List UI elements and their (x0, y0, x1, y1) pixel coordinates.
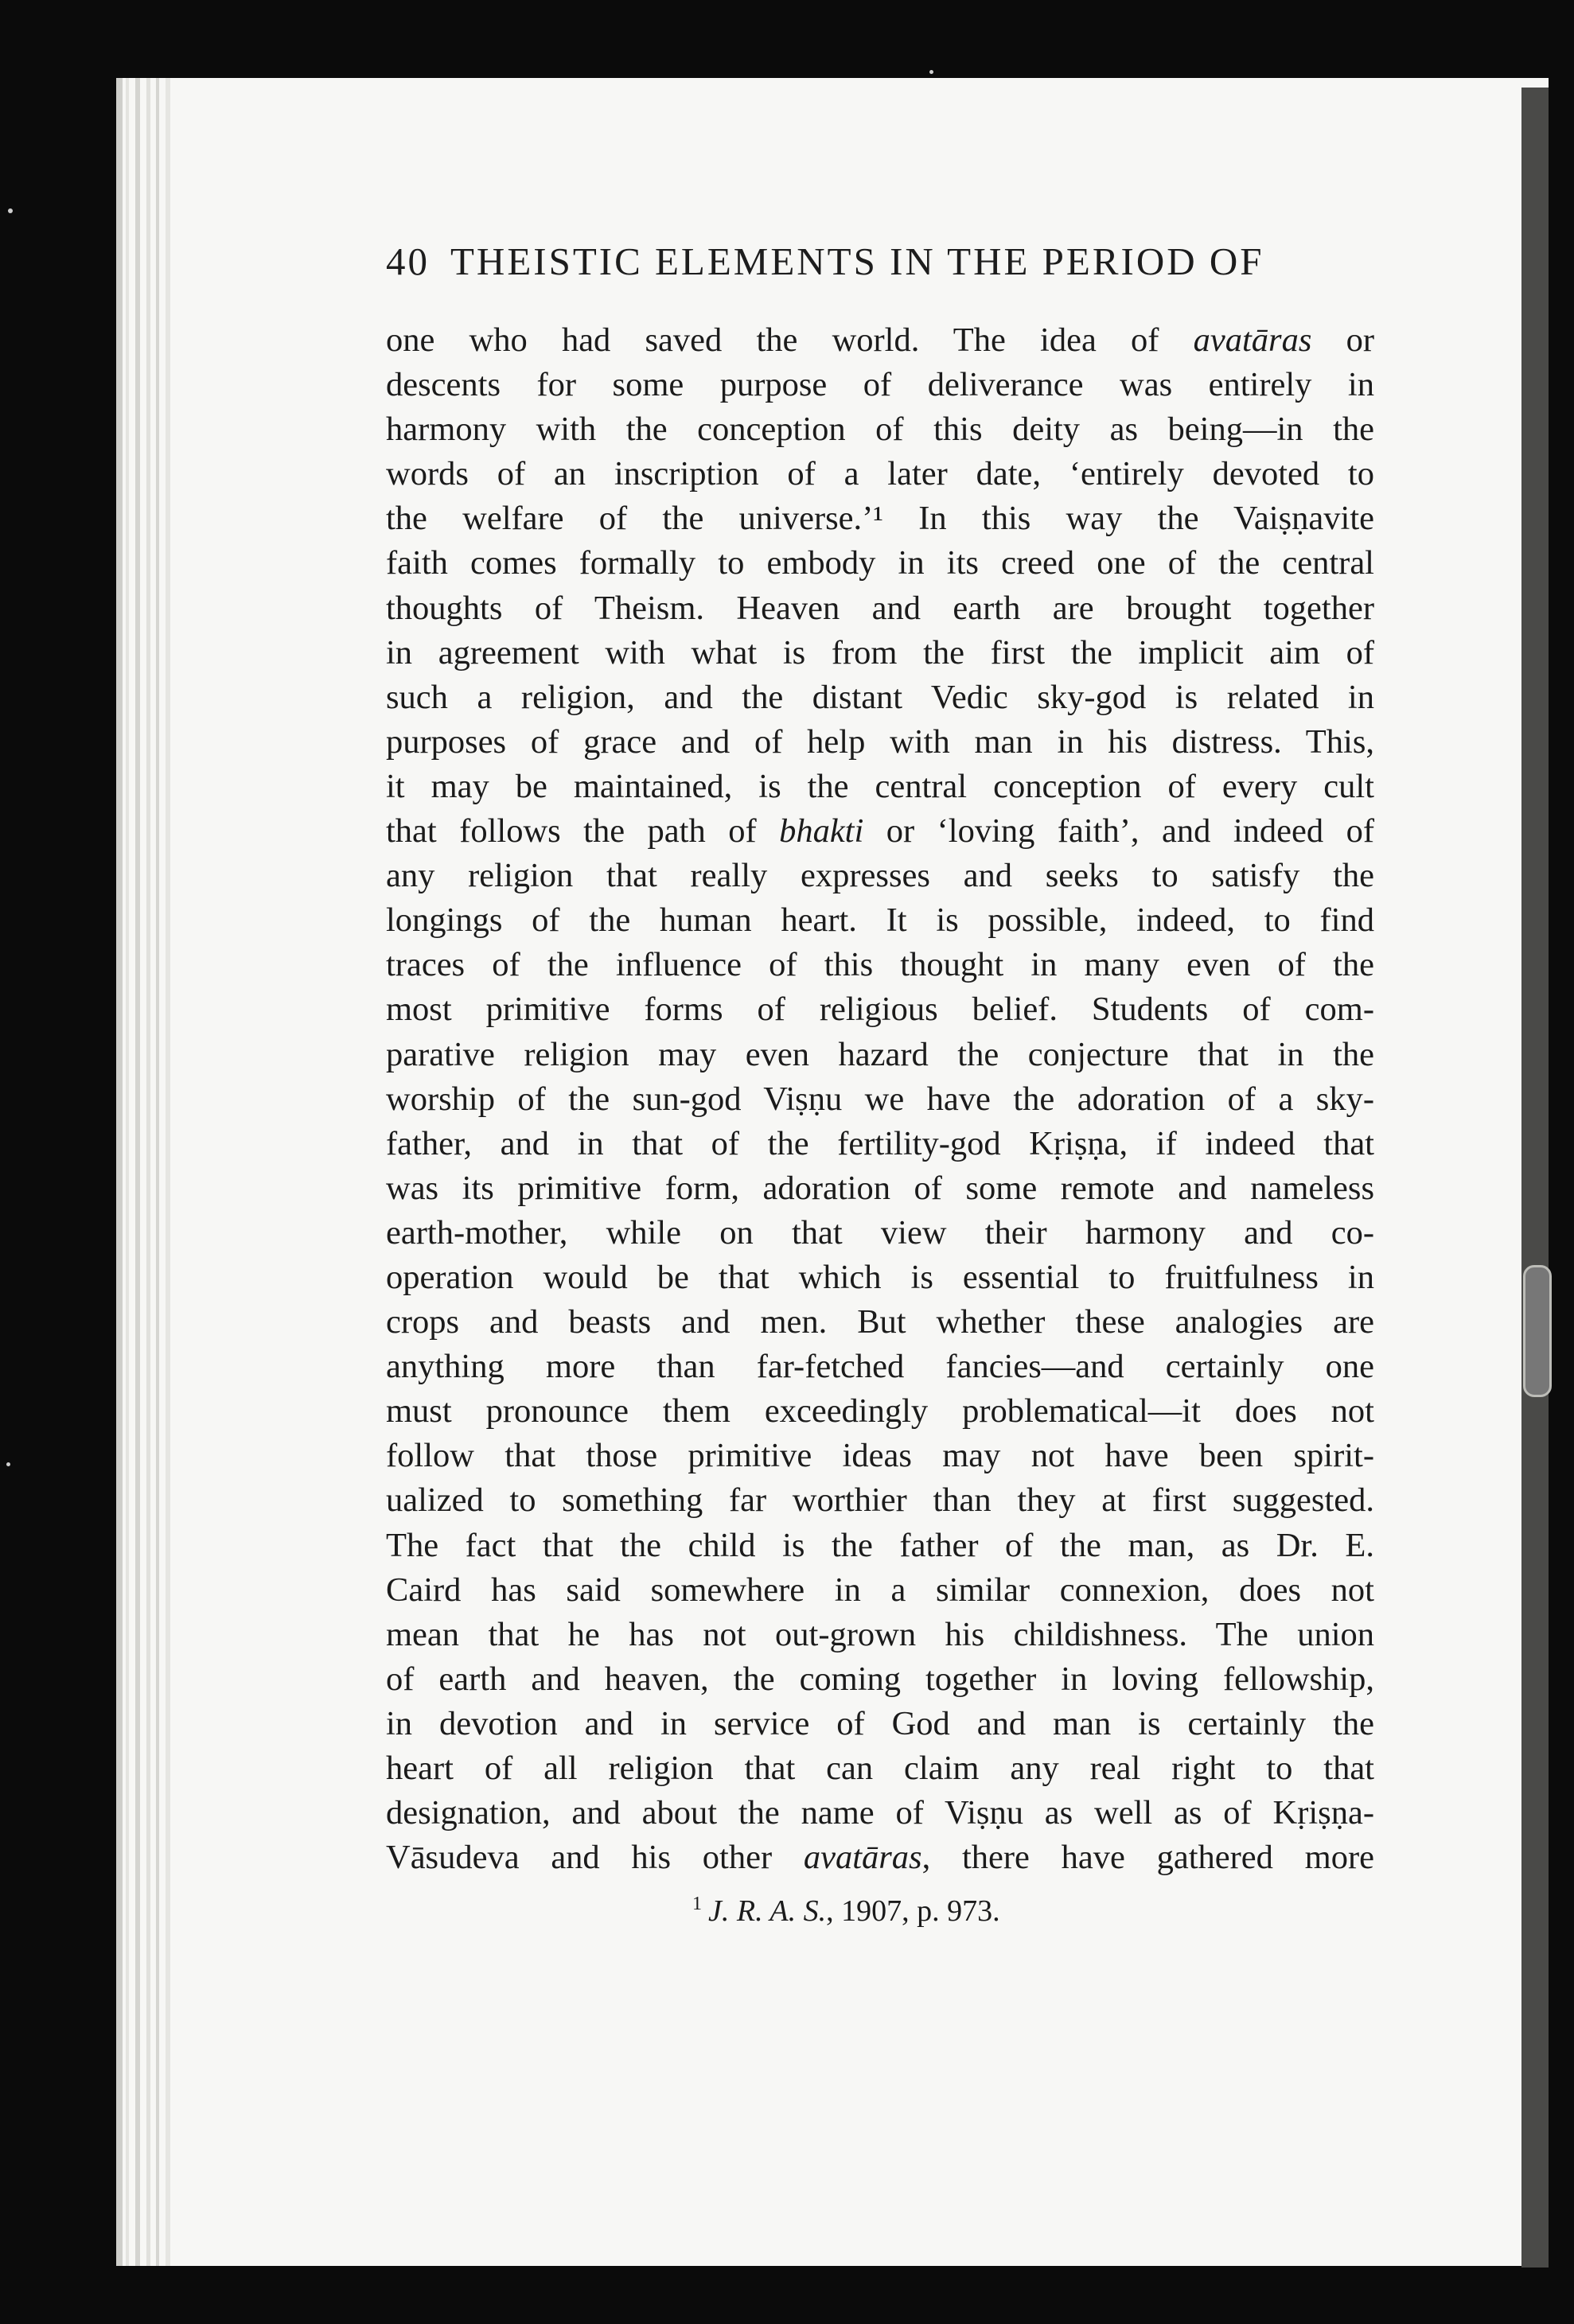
text-line: in devotion and in service of God and man is certainly the (386, 1704, 1374, 1742)
text-line: purposes of grace and of help with man in his distress. This, (386, 722, 1374, 761)
body-text (386, 318, 1374, 1880)
text-line: father, and in that of the fertility-god Kṛiṣṇa, if indeed that (386, 1124, 1374, 1162)
page-edge (156, 78, 159, 2266)
running-header (386, 239, 1389, 284)
text-line: it may be maintained, is the central conception of every cult (386, 767, 1374, 805)
italic-term: avatāras (803, 1839, 922, 1877)
footnote-marker: 1 (692, 1894, 702, 1915)
text-line: Vāsudeva and his other avatāras, there have gathered more (386, 1839, 1374, 1877)
text-line: ualized to something far worthier than they at first suggested. (386, 1481, 1374, 1520)
italic-term: avatāras (1193, 321, 1312, 359)
text-line: any religion that really expresses and seeks to satisfy the (386, 857, 1374, 895)
text-line: heart of all religion that can claim any real right to that (386, 1750, 1374, 1787)
text-line: that follows the path of bhakti or ‘loving faith’, and indeed of (386, 812, 1374, 851)
page-edge (146, 78, 150, 2266)
text-line: earth-mother, while on that view their harmony and co- (386, 1213, 1374, 1252)
facing-page-edge (1521, 88, 1549, 2268)
text-line: of earth and heaven, the coming together in loving fellowship, (386, 1660, 1374, 1698)
text-line: such a religion, and the distant Vedic sky-god is related in (386, 678, 1374, 716)
text-line: must pronounce them exceedingly problematical—it does not (386, 1392, 1374, 1431)
text-line: worship of the sun-god Viṣṇu we have the adoration of a sky- (386, 1080, 1374, 1118)
page-number: 40 (386, 239, 430, 283)
scan-speck (929, 70, 933, 74)
footnote (692, 1894, 1000, 1929)
page-edge (116, 78, 123, 2266)
text-line: The fact that the child is the father of the man, as Dr. E. (386, 1526, 1374, 1564)
text-line: anything more than far-fetched fancies—and certainly one (386, 1348, 1374, 1386)
text-line: most primitive forms of religious belief. Students of com- (386, 991, 1374, 1029)
text-line: faith comes formally to embody in its creed one of the central (386, 544, 1374, 582)
page-edge (126, 78, 129, 2266)
text-line: words of an inscription of a later date, ‘entirely devoted to (386, 455, 1374, 493)
text-line: in agreement with what is from the first the implicit aim of (386, 633, 1374, 672)
page-edge (166, 78, 170, 2266)
text-line: follow that those primitive ideas may not have been spirit- (386, 1437, 1374, 1475)
footnote-text: J. R. A. S., 1907, p. 973. (708, 1894, 1000, 1928)
scan-speck (8, 208, 13, 213)
text-line: one who had saved the world. The idea of avatāras or (386, 321, 1374, 359)
text-line: thoughts of Theism. Heaven and earth are brought together (386, 589, 1374, 627)
text-line: the welfare of the universe.’¹ In this way the Vaiṣṇavite (386, 500, 1374, 538)
text-line: longings of the human heart. It is possible, indeed, to find (386, 901, 1374, 940)
italic-term: J. R. A. S. (708, 1894, 827, 1928)
text-line: traces of the influence of this thought in many even of the (386, 946, 1374, 984)
page-edge (135, 78, 140, 2266)
text-line: descents for some purpose of deliverance was entirely in (386, 366, 1374, 404)
italic-term: bhakti (779, 812, 864, 851)
text-line: crops and beasts and men. But whether these analogies are (386, 1303, 1374, 1341)
text-line: was its primitive form, adoration of some remote and nameless (386, 1169, 1374, 1207)
running-title: THEISTIC ELEMENTS IN THE PERIOD OF (450, 239, 1264, 283)
text-line: parative religion may even hazard the conjecture that in the (386, 1035, 1374, 1073)
text-line: harmony with the conception of this deity as being—in the (386, 411, 1374, 449)
scan-speck (6, 1462, 10, 1466)
text-line: operation would be that which is essential to fruitfulness in (386, 1258, 1374, 1296)
binding-clip (1523, 1265, 1552, 1397)
text-line: designation, and about the name of Viṣṇu as well as of Kṛiṣṇa- (386, 1794, 1374, 1832)
text-line: Caird has said somewhere in a similar connexion, does not (386, 1571, 1374, 1609)
text-line: mean that he has not out-grown his childishness. The union (386, 1615, 1374, 1653)
